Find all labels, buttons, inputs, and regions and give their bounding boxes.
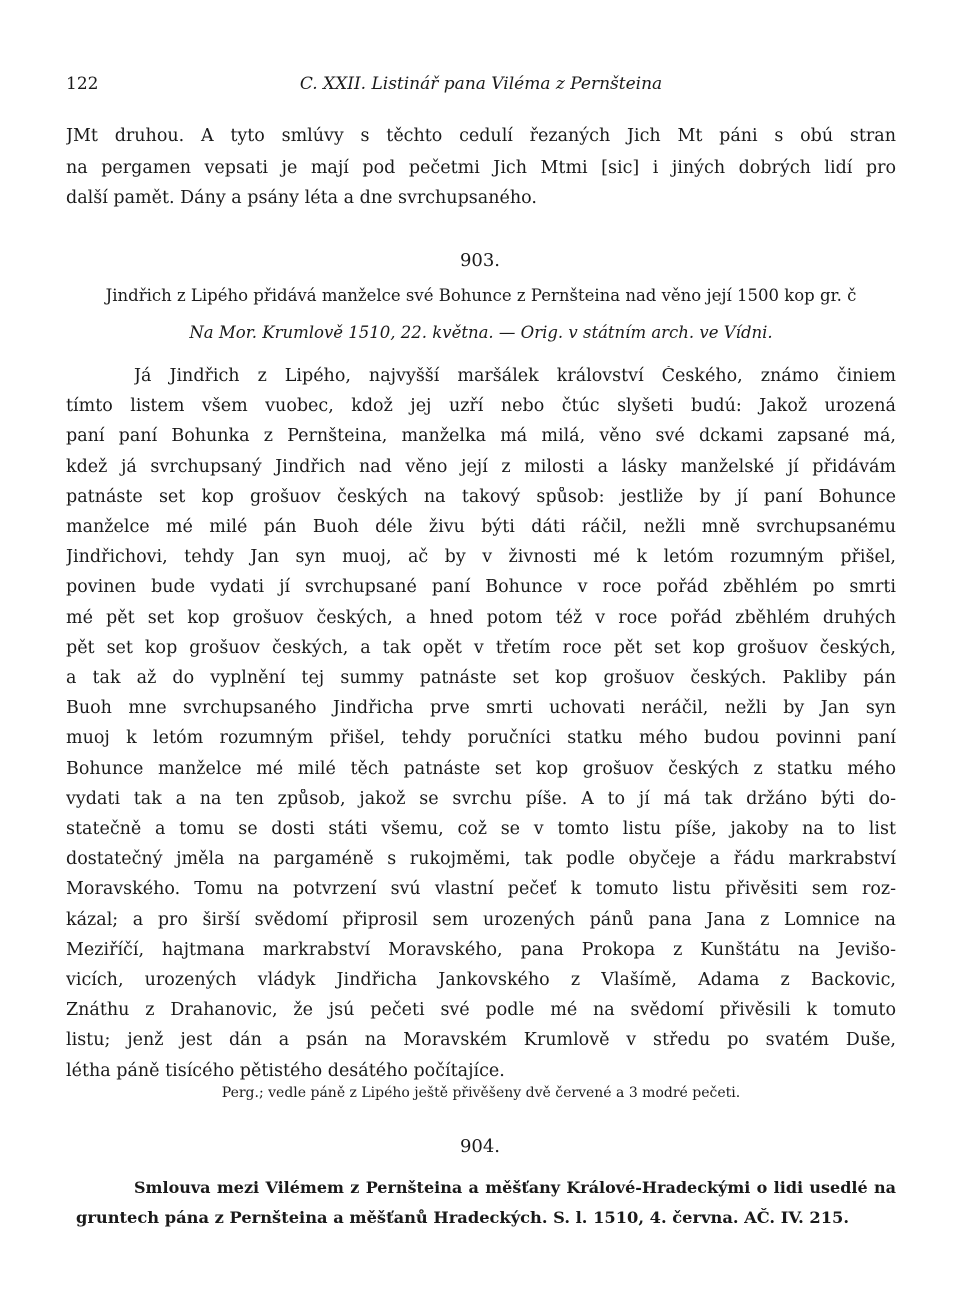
body-line: Meziříčí, hajtmana markrabství Moravského, pana Prokopa z Kunštátu na Jevišo- [66,940,896,960]
body-line: dostatečný jměla na pargaméně s rukojměmi, tak podle obyčeje a řádu markrabství [66,849,896,869]
body-line: létha páně tisícého pětistého desátého počítajíce. [66,1061,505,1081]
body-line: Znáthu z Drahanovic, že jsú pečeti své podle mé na svědomí přivěsili k tomuto [66,1000,896,1020]
body-line: statečně a tomu se dosti státi všemu, což se v tomto listu píše, jakoby na to list [66,819,896,839]
body-line: kdež já svrchupsaný Jindřich nad věno její z milosti a lásky manželské jí přidávám [66,457,896,477]
body-line: mé pět set kop grošuov českých, a hned potom též v roce pořád zběhlém druhých [66,608,896,628]
body-line: a tak až do vyplnění tej summy patnáste set kop grošuov českých. Pakliby pán [66,668,896,688]
document-number: 904. [459,1136,501,1157]
body-line: pět set kop grošuov českých, a tak opět v třetím roce pět set kop grošuov českých, [66,638,896,658]
document-dating: Na Mor. Krumlově 1510, 22. května. — Orig. v státním arch. ve Vídni. [189,323,773,342]
page-header [66,74,896,100]
body-line: vicích, urozených vládyk Jindřicha Jankovského z Vlašímě, Adama z Backovic, [66,970,896,990]
body-line: povinen bude vydati jí svrchupsané paní Bohunce v roce pořád zběhlém po smrti [66,577,896,597]
document-summary: Smlouva mezi Vilémem z Pernšteina a měšťany Králové-Hradeckými o lidi usedlé na [134,1178,896,1197]
page-number: 122 [66,74,99,94]
intro-line: na pergamen vepsati je mají pod pečetmi Jich Mtmi [sic] i jiných dobrých lidí pro [66,158,896,178]
document-summary: gruntech pána z Pernšteina a měšťanů Hradeckých. S. l. 1510, 4. června. AČ. IV. 215. [76,1208,850,1227]
body-line: listu; jenž jest dán a psán na Moravském Krumlově v středu po svatém Duše, [66,1030,896,1050]
body-line: paní paní Bohunka z Pernšteina, manželka má milá, věno své dckami zapsané má, [66,426,896,446]
body-line: Buoh mne svrchupsaného Jindřicha prve smrti uchovati neráčil, nežli by Jan syn [66,698,896,718]
body-line: tímto listem všem vuobec, kdož jej uzří nebo čtúc slyšeti budú: Jakož urozená [66,396,896,416]
document-summary: Jindřich z Lipého přidává manželce své Bohunce z Pernšteina nad věno její 1500 kop gr. č [105,286,857,305]
body-line: Bohunce manželce mé milé těch patnáste set kop grošuov českých z statku mého [66,759,896,779]
running-title: C. XXII. Listinář pana Viléma z Pernšteina [299,74,663,94]
document-number: 903. [459,250,501,271]
body-line: vydati tak a na ten způsob, jakož se svrchu píše. A to jí má tak držáno býti do- [66,789,896,809]
body-line: patnáste set kop grošuov českých na takový spůsob: jestliže by jí paní Bohunce [66,487,896,507]
body-line: manželce mé milé pán Buoh déle živu býti dáti ráčil, nežli mně svrchupsanému [66,517,896,537]
body-line: Já Jindřich z Lipého, najvyšší maršálek království Českého, známo činiem [134,366,896,386]
body-line: Jindřichovi, tehdy Jan syn muoj, ač by v živnosti mé k letóm rozumným přišel, [66,547,896,567]
body-line: Moravského. Tomu na potvrzení svú vlastní pečeť k tomuto listu přivěsiti sem roz- [66,879,896,899]
intro-line: další pamět. Dány a psány léta a dne svrchupsaného. [66,188,537,208]
body-line: kázal; a pro širší svědomí připrosil sem urozených pánů pana Jana z Lomnice na [66,910,896,930]
body-line: muoj k letóm rozumným přišel, tehdy poručníci statku mého budou povinni paní [66,728,896,748]
document-note: Perg.; vedle páně z Lipého ještě přivěšeny dvě červené a 3 modré pečeti. [221,1085,741,1101]
intro-line: JMt druhou. A tyto smlúvy s těchto cedulí řezaných Jich Mt páni s obú stran [66,126,896,146]
